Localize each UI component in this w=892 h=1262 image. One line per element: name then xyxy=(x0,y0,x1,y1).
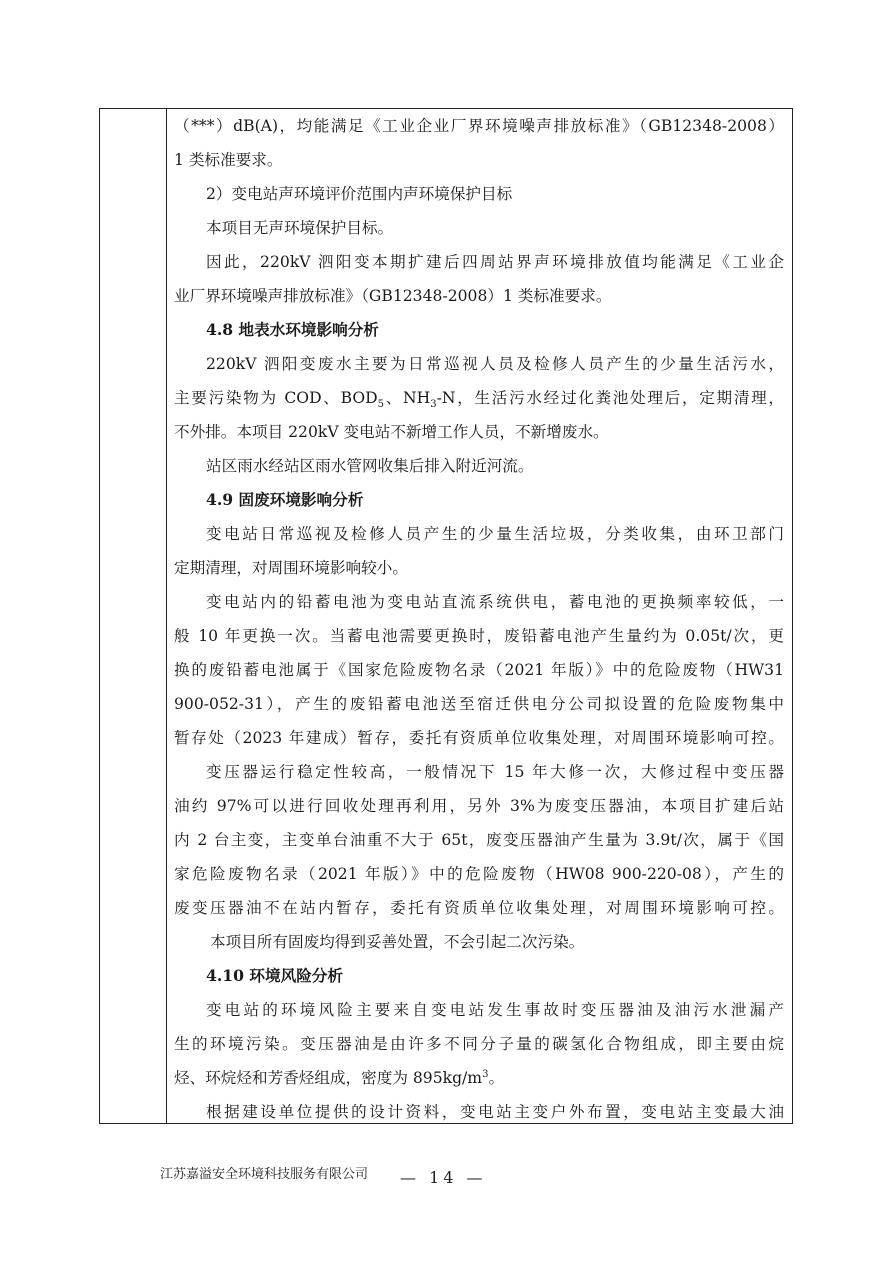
text-line: 油约 97%可以进行回收处理再利用，另外 3%为废变压器油，本项目扩建后站 xyxy=(174,797,784,815)
text-line: 主要污染物为 COD、$BOD_5$、$NH_3-N$，生活污水经过化粪池处理后，定期清理， xyxy=(174,389,784,411)
text-line: 本项目所有固废均得到妥善处置，不会引起二次污染。 xyxy=(210,933,585,951)
text-line: 900-052-31），产生的废铅蓄电池送至宿迁供电分公司拟设置的危险废物集中 xyxy=(174,695,784,713)
text-line: 2）变电站声环境评价范围内声环境保护目标 xyxy=(206,185,513,203)
text-line: 本项目无声环境保护目标。 xyxy=(206,219,394,237)
text-line: 般 10 年更换一次。当蓄电池需要更换时，废铅蓄电池产生量约为 0.05t/次，更 xyxy=(174,627,784,645)
section-heading-4-10: 4.10 环境风险分析 xyxy=(206,966,343,985)
text-line: 站区雨水经站区雨水管网收集后排入附近河流。 xyxy=(206,457,534,475)
content-table xyxy=(99,108,793,1124)
text-line: 生的环境污染。变压器油是由许多不同分子量的碳氢化合物组成，即主要由烷 xyxy=(174,1035,784,1053)
text-line: 220kV 泗阳变废水主要为日常巡视人员及检修人员产生的少量生活污水， xyxy=(206,355,784,373)
section-heading-4-8: 4.8 地表水环境影响分析 xyxy=(206,320,379,339)
text-line: 烃、环烷烃和芳香烃组成，密度为 $895kg/m^3$。 xyxy=(174,1068,505,1087)
text-line: 业厂界环境噪声排放标准》（GB12348-2008）1 类标准要求。 xyxy=(174,287,612,305)
text-line: 1 类标准要求。 xyxy=(174,151,283,169)
text-line: 换的废铅蓄电池属于《国家危险废物名录（2021 年版）》中的危险废物（HW31 xyxy=(174,661,784,679)
text-line: 变电站内的铅蓄电池为变电站直流系统供电，蓄电池的更换频率较低，一 xyxy=(206,593,784,611)
page-number: — 14 — xyxy=(400,1168,487,1187)
text-line: 暂存处（2023 年建成）暂存，委托有资质单位收集处理，对周围环境影响可控。 xyxy=(174,729,784,747)
text-line: 家危险废物名录（2021 年版）》中的危险废物（HW08 900-220-08），产生的 xyxy=(174,865,784,883)
text-line: 变压器运行稳定性较高，一般情况下 15 年大修一次，大修过程中变压器 xyxy=(206,763,784,781)
text-line: 废变压器油不在站内暂存，委托有资质单位收集处理，对周围环境影响可控。 xyxy=(174,899,784,917)
footer-company: 江苏嘉溢安全环境科技服务有限公司 xyxy=(160,1167,369,1182)
text-line: 因此，220kV 泗阳变本期扩建后四周站界声环境排放值均能满足《工业企 xyxy=(206,253,784,271)
text-line: 不外排。本项目 220kV 变电站不新增工作人员，不新增废水。 xyxy=(174,423,609,441)
text-line: 根据建设单位提供的设计资料，变电站主变户外布置，变电站主变最大油 xyxy=(206,1103,784,1121)
text-line: 变电站日常巡视及检修人员产生的少量生活垃圾，分类收集，由环卫部门 xyxy=(206,525,784,543)
body-text xyxy=(174,109,784,1129)
text-line: 定期清理，对周围环境影响较小。 xyxy=(174,559,408,577)
text-line: 内 2 台主变，主变单台油重不大于 65t，废变压器油产生量为 3.9t/次，属于《国 xyxy=(174,831,784,849)
section-heading-4-9: 4.9 固废环境影响分析 xyxy=(206,490,364,509)
text-line: （***）dB(A)，均能满足《工业企业厂界环境噪声排放标准》（GB12348-2008） xyxy=(174,117,784,135)
left-column xyxy=(100,109,167,1123)
text-line: 变电站的环境风险主要来自变电站发生事故时变压器油及油污水泄漏产 xyxy=(206,1001,784,1019)
